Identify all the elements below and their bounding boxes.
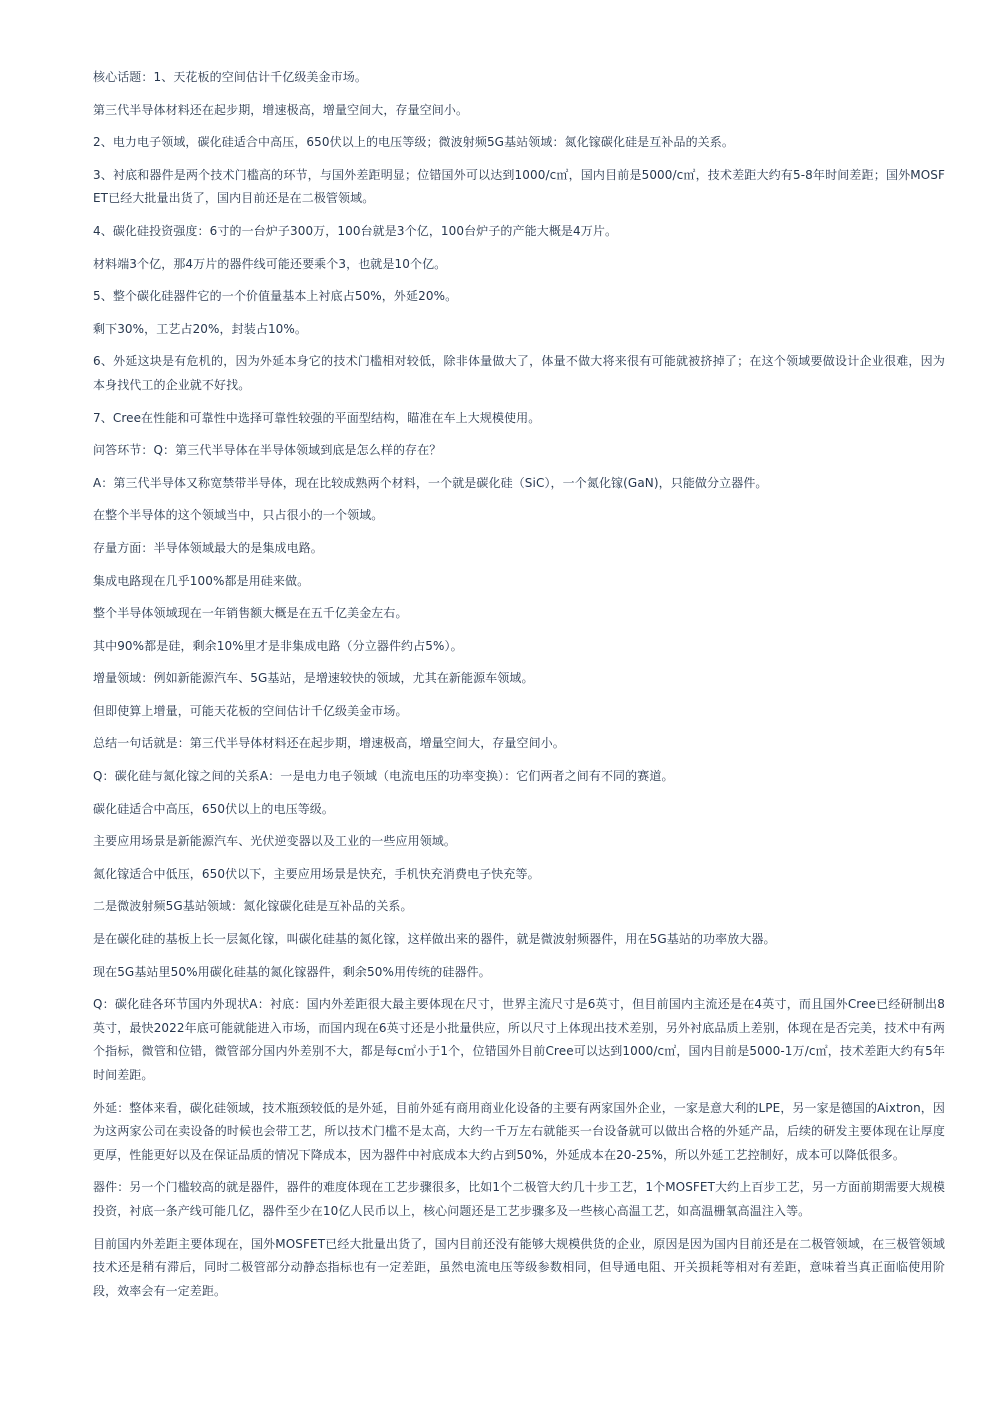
paragraph-7: 5、整个碳化硅器件它的一个价值量基本上衬底占50%，外延20%。 <box>93 289 458 304</box>
paragraph-14: 存量方面：半导体领域最大的是集成电路。 <box>93 540 323 555</box>
paragraph-22: 碳化硅适合中高压，650伏以上的电压等级。 <box>93 801 335 816</box>
paragraph-23: 主要应用场景是新能源汽车、光伏逆变器以及工业的一些应用领域。 <box>93 834 457 849</box>
paragraph-28: Q：碳化硅各环节国内外现状A：衬底：国内外差距很大最主要体现在尺寸，世界主流尺寸是6英寸，但目前国内主流还是在4英寸，而且国外Cree已经研制出8英寸，最快2022年底可能就能进入市场，而国内现在6英寸还是小批量供应，所以尺寸上体现出技术差别，另外衬底品质上差别，体现在是否完美，技术中有两个指标，微管和位错，微管部分国内外差别不大，都是每c㎡小于1个，位错国外目前Cree可以达到1000/c㎡，国内目前是5000-1万/c㎡，技术差距大约有5年时间差距。 <box>93 997 945 1082</box>
document-page <box>93 66 945 1312</box>
paragraph-24: 氮化镓适合中低压，650伏以下，主要应用场景是快充，手机快充消费电子快充等。 <box>93 866 540 881</box>
paragraph-29: 外延：整体来看，碳化硅领域，技术瓶颈较低的是外延，目前外延有商用商业化设备的主要有两家国外企业，一家是意大利的LPE，另一家是德国的Aixtron，因为这两家公司在卖设备的时候也会带工艺，所以技术门槛不是太高，大约一千万左右就能买一台设备就可以做出合格的外延产品，后续的研发主要体现在让厚度更厚，性能更好以及在保证品质的情况下降成本，因为器件中衬底成本大约占到50%，外延成本在20-25%，所以外延工艺控制好，成本可以降低很多。 <box>93 1100 945 1162</box>
paragraph-8: 剩下30%，工艺占20%，封装占10%。 <box>93 321 308 336</box>
paragraph-5: 4、碳化硅投资强度：6寸的一台炉子300万，100台就是3个亿，100台炉子的产能大概是4万片。 <box>93 223 618 238</box>
paragraph-6: 材料端3个亿，那4万片的器件线可能还要乘个3，也就是10个亿。 <box>93 256 447 271</box>
paragraph-21: Q：碳化硅与氮化镓之间的关系A：一是电力电子领域（电流电压的功率变换）：它们两者之间有不同的赛道。 <box>93 769 674 784</box>
paragraph-10: 7、Cree在性能和可靠性中选择可靠性较强的平面型结构，瞄准在车上大规模使用。 <box>93 410 541 425</box>
paragraph-12: A：第三代半导体又称宽禁带半导体，现在比较成熟两个材料，一个就是碳化硅（SiC），一个氮化镓(GaN)，只能做分立器件。 <box>93 475 768 490</box>
paragraph-15: 集成电路现在几乎100%都是用硅来做。 <box>93 573 310 588</box>
paragraph-31: 目前国内外差距主要体现在，国外MOSFET已经大批量出货了，国内目前还没有能够大规模供货的企业，原因是因为国内目前还是在二极管领域，在三极管领域技术还是稍有滞后，同时二极管部分动静态指标也有一定差距，虽然电流电压等级参数相同，但导通电阻、开关损耗等相对有差距，意味着当真正面临使用阶段，效率会有一定差距。 <box>93 1236 945 1298</box>
paragraph-20: 总结一句话就是：第三代半导体材料还在起步期，增速极高，增量空间大，存量空间小。 <box>93 736 565 751</box>
paragraph-19: 但即使算上增量，可能天花板的空间估计千亿级美金市场。 <box>93 703 408 718</box>
paragraph-11: 问答环节：Q：第三代半导体在半导体领域到底是怎么样的存在？ <box>93 443 442 458</box>
paragraph-9: 6、外延这块是有危机的，因为外延本身它的技术门槛相对较低，除非体量做大了，体量不做大将来很有可能就被挤掉了；在这个领域要做设计企业很难，因为本身找代工的企业就不好找。 <box>93 354 945 392</box>
paragraph-17: 其中90%都是硅，剩余10%里才是非集成电路（分立器件约占5%）。 <box>93 638 463 653</box>
paragraph-13: 在整个半导体的这个领域当中，只占很小的一个领域。 <box>93 508 384 523</box>
paragraph-26: 是在碳化硅的基板上长一层氮化镓，叫碳化硅基的氮化镓，这样做出来的器件，就是微波射频器件，用在5G基站的功率放大器。 <box>93 932 776 947</box>
paragraph-4: 3、衬底和器件是两个技术门槛高的环节，与国外差距明显；位错国外可以达到1000/c㎡，国内目前是5000/c㎡，技术差距大约有5-8年时间差距；国外MOSFET已经大批量出货了，国内目前还是在二极管领域。 <box>93 167 945 206</box>
paragraph-3: 2、电力电子领域，碳化硅适合中高压，650伏以上的电压等级；微波射频5G基站领域：氮化镓碳化硅是互补品的关系。 <box>93 135 734 150</box>
paragraph-1: 核心话题：1、天花板的空间估计千亿级美金市场。 <box>93 70 367 84</box>
paragraph-18: 增量领域：例如新能源汽车、5G基站，是增速较快的领域，尤其在新能源车领域。 <box>93 671 534 686</box>
paragraph-16: 整个半导体领域现在一年销售额大概是在五千亿美金左右。 <box>93 606 408 621</box>
paragraph-27: 现在5G基站里50%用碳化硅基的氮化镓器件，剩余50%用传统的硅器件。 <box>93 964 491 979</box>
paragraph-25: 二是微波射频5G基站领域：氮化镓碳化硅是互补品的关系。 <box>93 899 413 914</box>
paragraph-30: 器件：另一个门槛较高的就是器件，器件的难度体现在工艺步骤很多，比如1个二极管大约几十步工艺，1个MOSFET大约上百步工艺，另一方面前期需要大规模投资，衬底一条产线可能几亿，器件至少在10亿人民币以上，核心问题还是工艺步骤多及一些核心高温工艺，如高温栅氧高温注入等。 <box>93 1180 945 1218</box>
paragraph-2: 第三代半导体材料还在起步期，增速极高，增量空间大，存量空间小。 <box>93 102 469 117</box>
